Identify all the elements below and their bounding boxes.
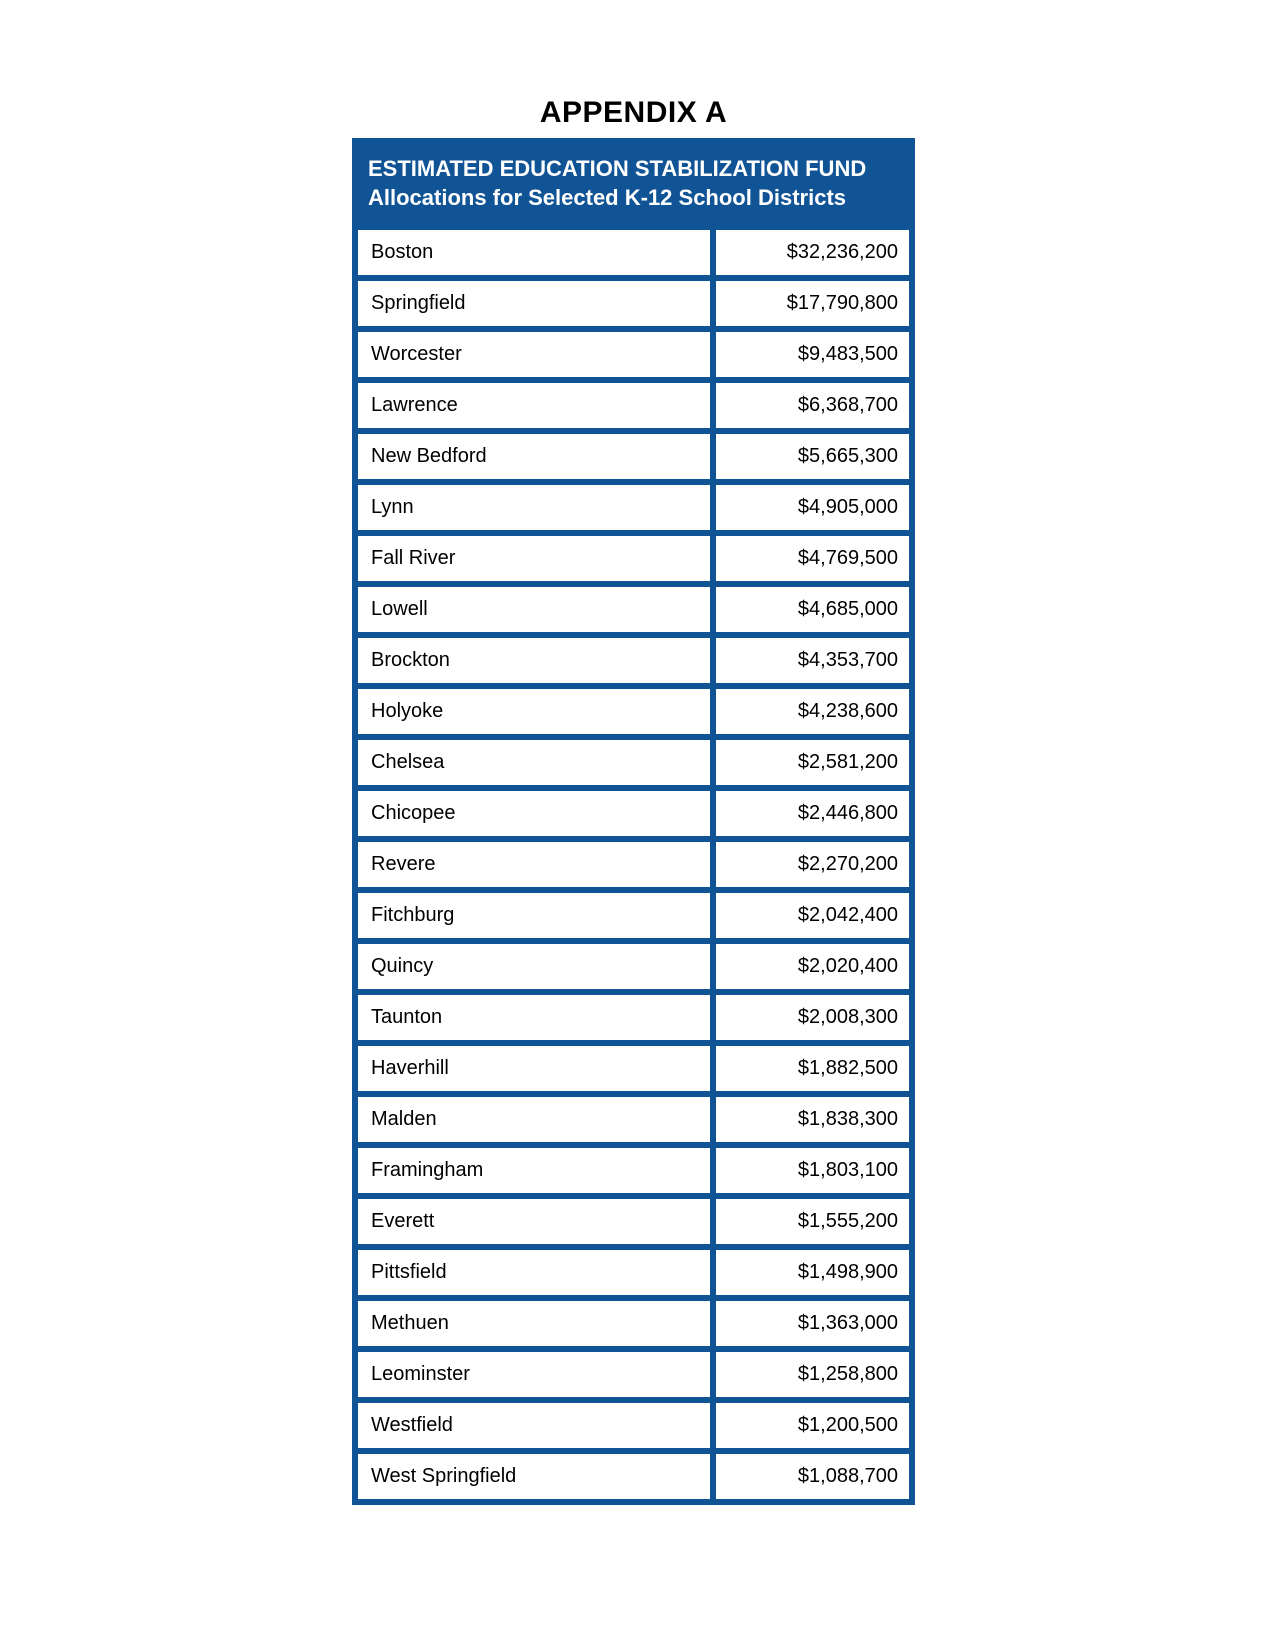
district-cell: Brockton <box>358 638 710 683</box>
amount-cell: $1,363,000 <box>716 1301 909 1346</box>
district-cell: Taunton <box>358 995 710 1040</box>
table-header-line2: Allocations for Selected K-12 School Districts <box>368 185 847 210</box>
amount-cell: $9,483,500 <box>716 332 909 377</box>
table-row <box>358 944 909 989</box>
amount-cell: $1,838,300 <box>716 1097 909 1142</box>
district-cell: Malden <box>358 1097 710 1142</box>
amount-cell: $2,446,800 <box>716 791 909 836</box>
table-row <box>358 1046 909 1091</box>
district-cell: Haverhill <box>358 1046 710 1091</box>
amount-cell: $2,020,400 <box>716 944 909 989</box>
table-body <box>358 230 909 1499</box>
table-row <box>358 791 909 836</box>
table-row <box>358 995 909 1040</box>
amount-cell: $4,238,600 <box>716 689 909 734</box>
table-row <box>358 383 909 428</box>
table-row <box>358 1352 909 1397</box>
district-cell: Lynn <box>358 485 710 530</box>
district-cell: Everett <box>358 1199 710 1244</box>
amount-cell: $1,882,500 <box>716 1046 909 1091</box>
amount-cell: $1,555,200 <box>716 1199 909 1244</box>
district-cell: Springfield <box>358 281 710 326</box>
district-cell: Holyoke <box>358 689 710 734</box>
table-row <box>358 842 909 887</box>
table-row <box>358 1199 909 1244</box>
district-cell: Chelsea <box>358 740 710 785</box>
district-cell: Pittsfield <box>358 1250 710 1295</box>
amount-cell: $4,353,700 <box>716 638 909 683</box>
table-row <box>358 485 909 530</box>
district-cell: New Bedford <box>358 434 710 479</box>
district-cell: Fitchburg <box>358 893 710 938</box>
amount-cell: $1,088,700 <box>716 1454 909 1499</box>
table-row <box>358 434 909 479</box>
district-cell: Chicopee <box>358 791 710 836</box>
district-cell: Revere <box>358 842 710 887</box>
district-cell: Fall River <box>358 536 710 581</box>
table-row <box>358 740 909 785</box>
page-title: APPENDIX A <box>539 96 728 129</box>
district-cell: Quincy <box>358 944 710 989</box>
district-cell: Leominster <box>358 1352 710 1397</box>
table-row <box>358 332 909 377</box>
amount-cell: $1,258,800 <box>716 1352 909 1397</box>
district-cell: Framingham <box>358 1148 710 1193</box>
table-row <box>358 536 909 581</box>
amount-cell: $2,581,200 <box>716 740 909 785</box>
district-cell: West Springfield <box>358 1454 710 1499</box>
amount-cell: $4,769,500 <box>716 536 909 581</box>
table-row <box>358 1250 909 1295</box>
amount-cell: $6,368,700 <box>716 383 909 428</box>
district-cell: Lawrence <box>358 383 710 428</box>
amount-cell: $2,008,300 <box>716 995 909 1040</box>
table-row <box>358 1301 909 1346</box>
amount-cell: $2,042,400 <box>716 893 909 938</box>
table-row <box>358 1148 909 1193</box>
table-row <box>358 893 909 938</box>
amount-cell: $17,790,800 <box>716 281 909 326</box>
amount-cell: $32,236,200 <box>716 230 909 275</box>
table-row <box>358 1454 909 1499</box>
amount-cell: $5,665,300 <box>716 434 909 479</box>
table-row <box>358 587 909 632</box>
amount-cell: $1,200,500 <box>716 1403 909 1448</box>
table-row <box>358 230 909 275</box>
table-row <box>358 689 909 734</box>
allocation-table <box>352 138 915 1505</box>
table-row <box>358 1403 909 1448</box>
table-header <box>358 144 909 224</box>
district-cell: Methuen <box>358 1301 710 1346</box>
table-row <box>358 638 909 683</box>
document-content <box>352 96 915 1505</box>
table-row <box>358 281 909 326</box>
amount-cell: $4,905,000 <box>716 485 909 530</box>
amount-cell: $4,685,000 <box>716 587 909 632</box>
amount-cell: $1,803,100 <box>716 1148 909 1193</box>
table-header-line1: ESTIMATED EDUCATION STABILIZATION FUND <box>368 156 867 181</box>
district-cell: Westfield <box>358 1403 710 1448</box>
table-row <box>358 1097 909 1142</box>
amount-cell: $1,498,900 <box>716 1250 909 1295</box>
district-cell: Boston <box>358 230 710 275</box>
district-cell: Worcester <box>358 332 710 377</box>
amount-cell: $2,270,200 <box>716 842 909 887</box>
district-cell: Lowell <box>358 587 710 632</box>
